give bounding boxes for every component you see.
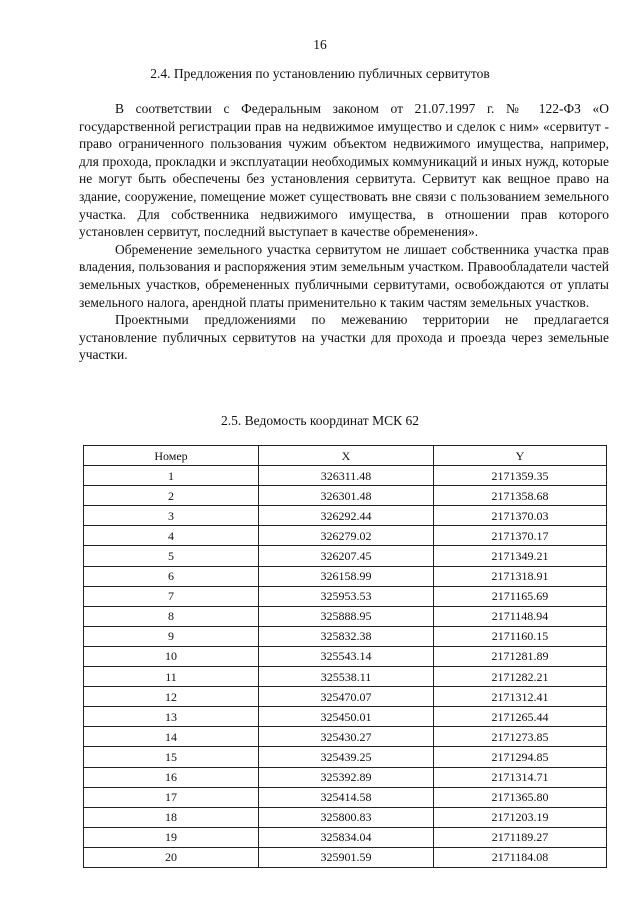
cell-x: 326279.02: [259, 526, 434, 546]
cell-number: 8: [84, 606, 259, 626]
cell-y: 2171318.91: [434, 566, 607, 586]
table-header-row: [84, 446, 607, 466]
cell-number: 19: [84, 827, 259, 847]
cell-number: 2: [84, 486, 259, 506]
cell-y: 2171203.19: [434, 807, 607, 827]
cell-number: 7: [84, 586, 259, 606]
cell-x: 325470.07: [259, 687, 434, 707]
cell-number: 1: [84, 466, 259, 486]
cell-y: 2171294.85: [434, 747, 607, 767]
cell-number: 15: [84, 747, 259, 767]
paragraph-servitude-definition: В соответствии с Федеральным законом от 21.07.1997 г. № 122-ФЗ «О государственной регистрации прав на недвижимое имущество и сделок с ним» «сервитут - право ограниченного пользования чужим объектом недвижимого имущества, например, для прохода, прокладки и эксплуатации необходимых коммуникаций и иных нужд, которые не могут быть обеспечены без установления сервитута. Сервитут как вещное право на здание, сооружение, помещение может существовать вне связи с пользованием земельного участка. Для собственника недвижимого имущества, в отношении прав которого установлен сервитут, последний выступает в качестве обременения».: [79, 101, 609, 240]
cell-y: 2171365.80: [434, 787, 607, 807]
cell-x: 325538.11: [259, 667, 434, 687]
coordinates-table: [83, 445, 607, 868]
cell-number: 20: [84, 847, 259, 867]
cell-number: 3: [84, 506, 259, 526]
table-row: [84, 526, 607, 546]
cell-y: 2171273.85: [434, 727, 607, 747]
table-row: [84, 847, 607, 867]
cell-x: 325450.01: [259, 707, 434, 727]
cell-x: 325414.58: [259, 787, 434, 807]
cell-y: 2171312.41: [434, 687, 607, 707]
cell-y: 2171189.27: [434, 827, 607, 847]
cell-x: 326292.44: [259, 506, 434, 526]
table-row: [84, 727, 607, 747]
cell-x: 325953.53: [259, 586, 434, 606]
table-row: [84, 466, 607, 486]
table-row: [84, 606, 607, 626]
cell-y: 2171265.44: [434, 707, 607, 727]
section-body-public-servitudes: [79, 100, 609, 364]
table-row: [84, 807, 607, 827]
cell-y: 2171282.21: [434, 667, 607, 687]
table-row: [84, 767, 607, 787]
cell-x: 325543.14: [259, 646, 434, 666]
cell-y: 2171370.03: [434, 506, 607, 526]
cell-x: 326301.48: [259, 486, 434, 506]
paragraph-encumbrance: Обременение земельного участка сервитутом не лишает собственника участка прав владения, пользования и распоряжения этим земельным участком. Правообладатели частей земельных участков, обремененных публичными сервитутами, освобождаются от уплаты земельного налога, арендной платы применительно к таким частям земельных участков.: [79, 241, 609, 310]
cell-number: 9: [84, 626, 259, 646]
coordinates-table-body: [84, 466, 607, 868]
table-row: [84, 667, 607, 687]
table-row: [84, 707, 607, 727]
cell-y: 2171359.35: [434, 466, 607, 486]
cell-number: 13: [84, 707, 259, 727]
cell-x: 325430.27: [259, 727, 434, 747]
paragraph-project-proposals: Проектными предложениями по межеванию территории не предлагается установление публичных сервитутов на участки для прохода и проезда через земельные участки.: [79, 312, 609, 363]
column-header-y: Y: [434, 446, 607, 466]
cell-number: 10: [84, 646, 259, 666]
table-row: [84, 546, 607, 566]
cell-y: 2171160.15: [434, 626, 607, 646]
cell-x: 326207.45: [259, 546, 434, 566]
table-row: [84, 827, 607, 847]
table-row: [84, 646, 607, 666]
cell-number: 11: [84, 667, 259, 687]
table-row: [84, 486, 607, 506]
table-row: [84, 687, 607, 707]
cell-number: 16: [84, 767, 259, 787]
cell-number: 4: [84, 526, 259, 546]
table-row: [84, 747, 607, 767]
table-row: [84, 506, 607, 526]
table-row: [84, 787, 607, 807]
cell-x: 325439.25: [259, 747, 434, 767]
cell-y: 2171349.21: [434, 546, 607, 566]
cell-x: 326158.99: [259, 566, 434, 586]
table-row: [84, 586, 607, 606]
column-header-number: Номер: [84, 446, 259, 466]
table-row: [84, 566, 607, 586]
cell-number: 5: [84, 546, 259, 566]
cell-number: 14: [84, 727, 259, 747]
cell-y: 2171281.89: [434, 646, 607, 666]
cell-number: 6: [84, 566, 259, 586]
table-row: [84, 626, 607, 646]
cell-x: 325834.04: [259, 827, 434, 847]
cell-x: 325800.83: [259, 807, 434, 827]
cell-x: 325888.95: [259, 606, 434, 626]
cell-y: 2171314.71: [434, 767, 607, 787]
cell-y: 2171165.69: [434, 586, 607, 606]
cell-y: 2171370.17: [434, 526, 607, 546]
cell-number: 12: [84, 687, 259, 707]
section-title-public-servitudes: 2.4. Предложения по установлению публичных сервитутов: [150, 66, 490, 81]
cell-y: 2171184.08: [434, 847, 607, 867]
cell-number: 18: [84, 807, 259, 827]
section-title-coordinates: 2.5. Ведомость координат МСК 62: [221, 413, 419, 428]
cell-x: 325832.38: [259, 626, 434, 646]
page-number: 16: [313, 37, 327, 52]
cell-y: 2171148.94: [434, 606, 607, 626]
cell-x: 326311.48: [259, 466, 434, 486]
cell-x: 325392.89: [259, 767, 434, 787]
cell-number: 17: [84, 787, 259, 807]
cell-x: 325901.59: [259, 847, 434, 867]
cell-y: 2171358.68: [434, 486, 607, 506]
column-header-x: X: [259, 446, 434, 466]
